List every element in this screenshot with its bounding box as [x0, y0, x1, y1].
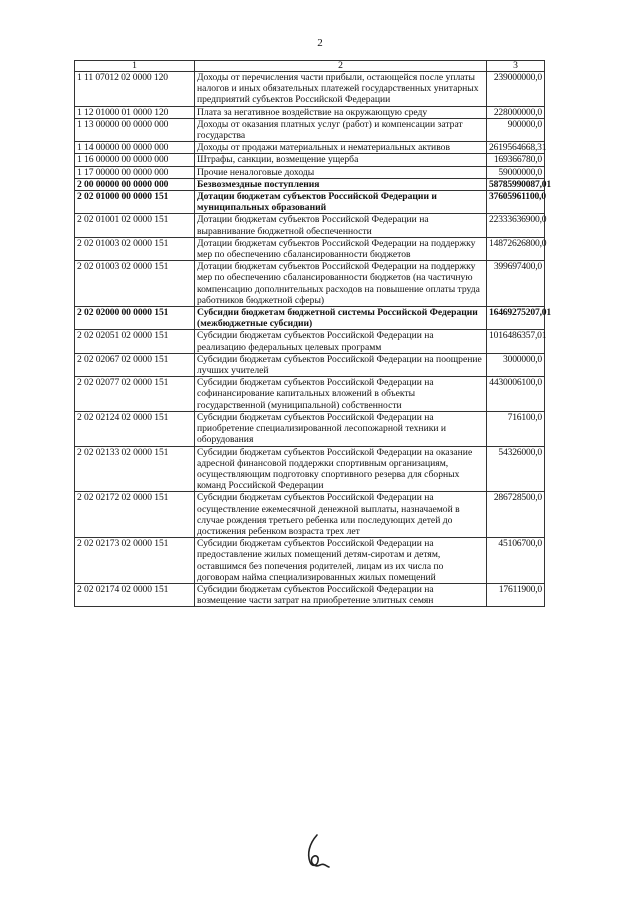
row-code-cell: 2 02 02077 02 0000 151	[75, 377, 195, 412]
row-sum-cell: 37605961100,0	[487, 191, 545, 214]
row-sum-cell: 169366780,0	[487, 154, 545, 166]
row-code-cell: 1 13 00000 00 0000 000	[75, 118, 195, 141]
table-row	[75, 583, 545, 606]
row-name-cell: Субсидии бюджетам субъектов Российской Федерации на возмещение части затрат на приобретение элитных семян	[195, 583, 487, 606]
row-sum-cell: 17611900,0	[487, 583, 545, 606]
row-sum-cell: 4430006100,0	[487, 377, 545, 412]
row-name-cell: Штрафы, санкции, возмещение ущерба	[195, 154, 487, 166]
row-sum-cell: 1016486357,01	[487, 330, 545, 353]
row-name-cell: Субсидии бюджетам субъектов Российской Федерации на приобретение специализированной лесопожарной техники и оборудования	[195, 411, 487, 446]
table-row	[75, 353, 545, 376]
row-name-cell: Плата за негативное воздействие на окружающую среду	[195, 106, 487, 118]
row-code-cell: 2 02 01001 02 0000 151	[75, 214, 195, 237]
table-row	[75, 106, 545, 118]
row-code-cell: 1 16 00000 00 0000 000	[75, 154, 195, 166]
table-row	[75, 214, 545, 237]
row-sum-cell: 239000000,0	[487, 72, 545, 107]
row-code-cell: 1 12 01000 01 0000 120	[75, 106, 195, 118]
row-name-cell: Субсидии бюджетам бюджетной системы Российской Федерации (межбюджетные субсидии)	[195, 307, 487, 330]
table-row	[75, 154, 545, 166]
row-code-cell: 2 02 02051 02 0000 151	[75, 330, 195, 353]
row-sum-cell: 14872626800,0	[487, 237, 545, 260]
table-row	[75, 446, 545, 492]
row-sum-cell: 716100,0	[487, 411, 545, 446]
row-name-cell: Дотации бюджетам субъектов Российской Федерации и муниципальных образований	[195, 191, 487, 214]
row-name-cell: Доходы от оказания платных услуг (работ) и компенсации затрат государства	[195, 118, 487, 141]
row-sum-cell: 16469275207,01	[487, 307, 545, 330]
row-sum-cell: 54326000,0	[487, 446, 545, 492]
table-row	[75, 191, 545, 214]
page-number: 2	[317, 37, 323, 49]
table-row	[75, 330, 545, 353]
row-sum-cell: 2619564668,31	[487, 142, 545, 154]
row-name-cell: Субсидии бюджетам субъектов Российской Федерации на осуществление ежемесячной денежной выплаты, назначаемой в случае рождения третьего ребенка или последующих детей до достижения ребенком возраста трех лет	[195, 492, 487, 538]
table-row	[75, 166, 545, 178]
table-row	[75, 377, 545, 412]
row-sum-cell: 286728500,0	[487, 492, 545, 538]
row-code-cell: 2 02 02133 02 0000 151	[75, 446, 195, 492]
row-code-cell: 2 02 01003 02 0000 151	[75, 261, 195, 307]
row-sum-cell: 900000,0	[487, 118, 545, 141]
table-row	[75, 538, 545, 584]
row-code-cell: 1 11 07012 02 0000 120	[75, 72, 195, 107]
column-header-code: 1	[75, 61, 195, 72]
table-row	[75, 142, 545, 154]
row-name-cell: Субсидии бюджетам субъектов Российской Федерации на поощрение лучших учителей	[195, 353, 487, 376]
row-code-cell: 2 02 02172 02 0000 151	[75, 492, 195, 538]
revenue-table	[74, 60, 551, 607]
table-row	[75, 492, 545, 538]
table-row	[75, 411, 545, 446]
row-code-cell: 2 02 02174 02 0000 151	[75, 583, 195, 606]
row-sum-cell: 59000000,0	[487, 166, 545, 178]
row-code-cell: 1 14 00000 00 0000 000	[75, 142, 195, 154]
row-name-cell: Дотации бюджетам субъектов Российской Федерации на выравнивание бюджетной обеспеченности	[195, 214, 487, 237]
row-code-cell: 2 02 02124 02 0000 151	[75, 411, 195, 446]
table-row	[75, 178, 545, 190]
table-row	[75, 237, 545, 260]
row-name-cell: Дотации бюджетам субъектов Российской Федерации на поддержку мер по обеспечению сбалансированности бюджетов	[195, 237, 487, 260]
row-sum-cell: 3000000,0	[487, 353, 545, 376]
row-code-cell: 2 02 01000 00 0000 151	[75, 191, 195, 214]
row-name-cell: Субсидии бюджетам субъектов Российской Федерации на оказание адресной финансовой поддержки спортивным организациям, осуществляющим подготовку спортивного резерва для сборных команд Российской Федерации	[195, 446, 487, 492]
row-name-cell: Дотации бюджетам субъектов Российской Федерации на поддержку мер по обеспечению сбалансированности бюджетов (на частичную компенсацию дополнительных расходов на повышение оплаты труда работников бюджетной сферы)	[195, 261, 487, 307]
row-name-cell: Субсидии бюджетам субъектов Российской Федерации на софинансирование капитальных вложений в объекты государственной (муниципальной) собственности	[195, 377, 487, 412]
row-code-cell: 2 02 02067 02 0000 151	[75, 353, 195, 376]
row-name-cell: Субсидии бюджетам субъектов Российской Федерации на реализацию федеральных целевых программ	[195, 330, 487, 353]
table-header-row	[75, 61, 545, 72]
row-name-cell: Доходы от продажи материальных и нематериальных активов	[195, 142, 487, 154]
row-sum-cell: 58785990087,01	[487, 178, 545, 190]
table-row	[75, 307, 545, 330]
row-name-cell: Доходы от перечисления части прибыли, остающейся после уплаты налогов и иных обязательных платежей государственных унитарных предприятий субъектов Российской Федерации	[195, 72, 487, 107]
column-header-name: 2	[195, 61, 487, 72]
row-code-cell: 2 02 01003 02 0000 151	[75, 237, 195, 260]
table-row	[75, 261, 545, 307]
row-code-cell: 2 02 02173 02 0000 151	[75, 538, 195, 584]
row-code-cell: 1 17 00000 00 0000 000	[75, 166, 195, 178]
handwritten-signature	[303, 832, 333, 872]
row-name-cell: Прочие неналоговые доходы	[195, 166, 487, 178]
table-body	[75, 72, 551, 607]
table-row	[75, 118, 545, 141]
column-header-sum: 3	[487, 61, 545, 72]
row-sum-cell: 22333636900,0	[487, 214, 545, 237]
table-row	[75, 72, 545, 107]
row-name-cell: Безвозмездные поступления	[195, 178, 487, 190]
row-sum-cell: 228000000,0	[487, 106, 545, 118]
row-sum-cell: 45106700,0	[487, 538, 545, 584]
row-sum-cell: 399697400,0	[487, 261, 545, 307]
row-code-cell: 2 02 02000 00 0000 151	[75, 307, 195, 330]
row-name-cell: Субсидии бюджетам субъектов Российской Федерации на предоставление жилых помещений детям-сиротам и детям, оставшимся без попечения родителей, лицам из их числа по договорам найма специализированных жилых помещений	[195, 538, 487, 584]
row-code-cell: 2 00 00000 00 0000 000	[75, 178, 195, 190]
